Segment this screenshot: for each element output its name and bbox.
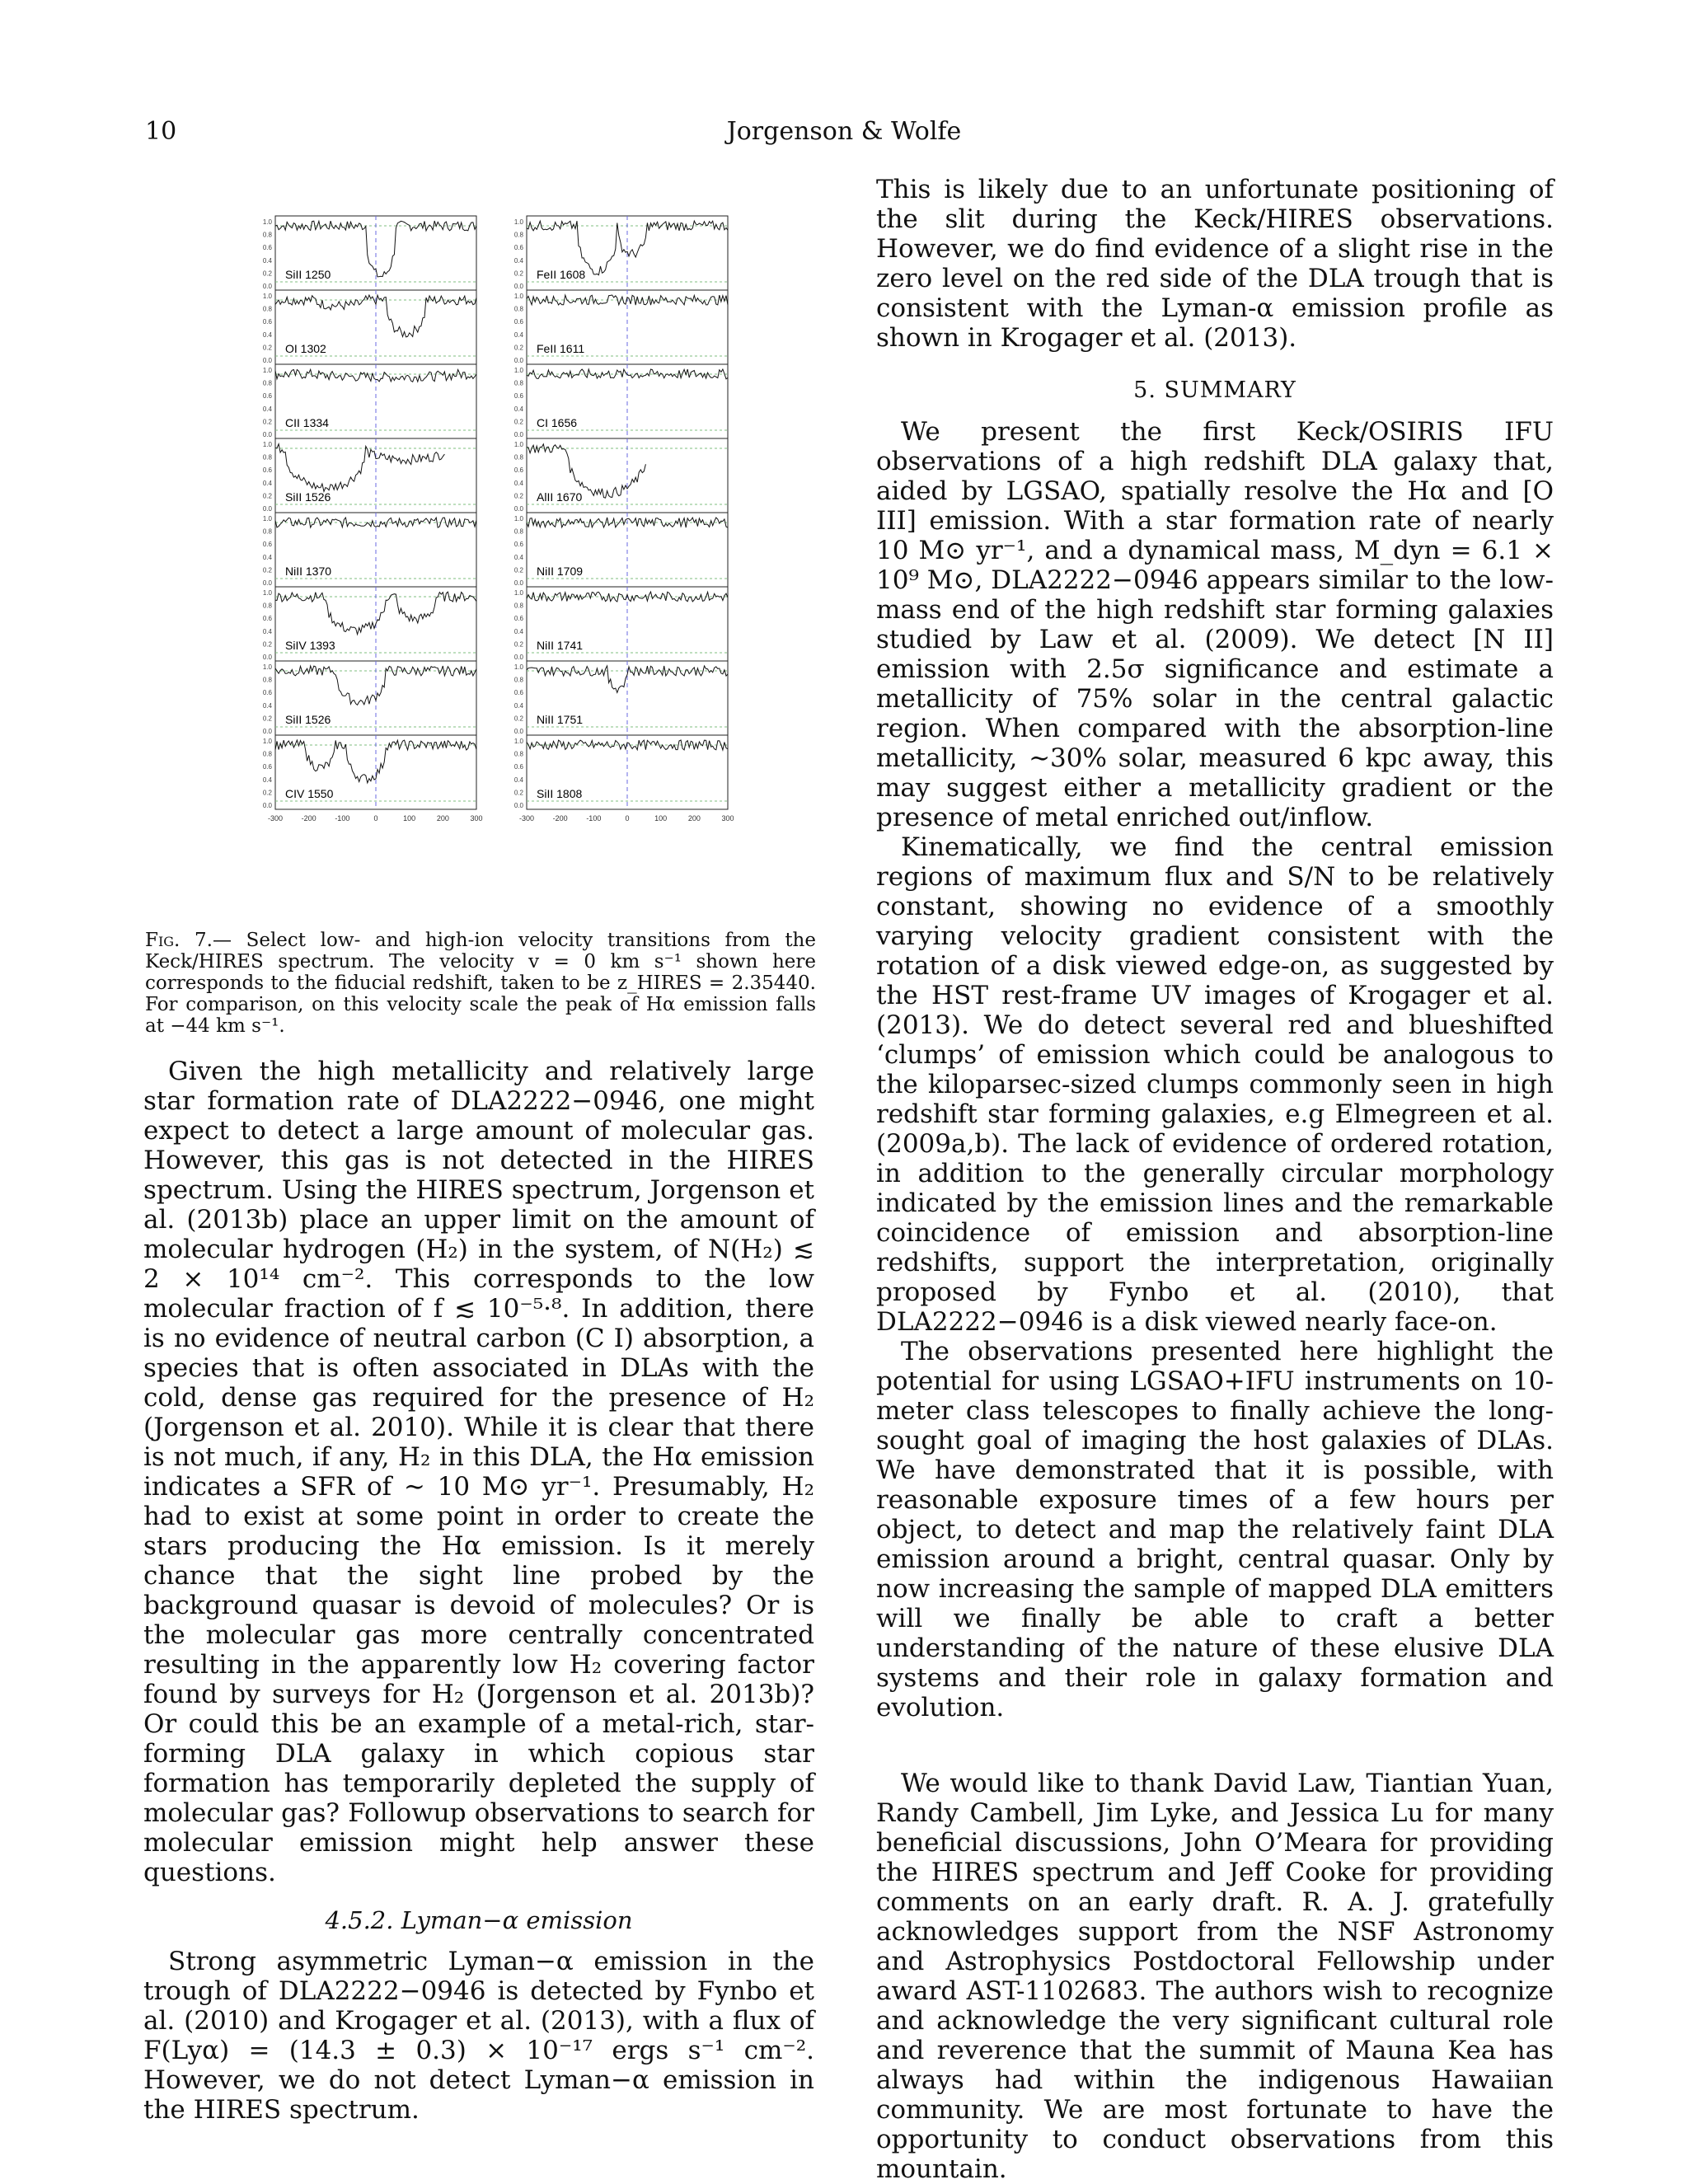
y-tick-label: 1.0 [262,589,272,597]
y-tick-label: 0.2 [262,269,272,278]
transition-label: SiII 1250 [285,268,331,281]
transition-label: FeII 1611 [537,342,585,355]
spectrum-panel [263,661,476,735]
y-tick-label: 0.2 [513,492,523,500]
paragraph-molecular-gas: Given the high metallicity and relatively large star formation rate of DLA2222−0946, one might expect to detect a large amount of molecular gas. However, this gas is not detected in the HIRES spectrum. Using the HIRES spectrum, Jorgenson et al. (2013b) place an upper limit on the amount of molecular hydrogen (H₂) in the system, of N(H₂) ≲ 2 × 10¹⁴ cm⁻². This corresponds to the low molecular fraction of f ≲ 10⁻⁵·⁸. In addition, there is no evidence of neutral carbon (C I) absorption, a species that is often associated in DLAs with the cold, dense gas required for the presence of H₂ (Jorgenson et al. 2010). While it is clear that there is not much, if any, H₂ in this DLA, the Hα emission indicates a SFR of ∼ 10 M⊙ yr⁻¹. Presumably, H₂ had to exist at some point in order to create the stars producing the Hα emission. Is it merely chance that the sight line probed by the background quasar is devoid of molecules? Or is the molecular gas more centrally concentrated resulting in the apparently low H₂ covering factor found by surveys for H₂ (Jorgenson et al. 2013b)? Or could this be an example of a metal-rich, star-forming DLA galaxy in which copious star formation has temporarily depleted the supply of molecular gas? Followup observations to search for molecular emission might help answer these questions. [143,1057,814,1887]
y-tick-label: 0.0 [262,357,272,364]
y-tick-label: 0.2 [513,789,523,797]
y-tick-label: 1.0 [262,738,272,745]
x-tick-label: -100 [586,814,602,823]
y-tick-label: 1.0 [513,293,523,300]
y-tick-label: 0.0 [262,654,272,661]
y-tick-label: 0.8 [513,231,523,239]
y-tick-label: 0.0 [513,579,523,587]
paragraph-continued: This is likely due to an unfortunate positioning of the slit during the Keck/HIRES observations. However, we do find evidence of a slight rise in the zero level on the red side of the DLA trough that is consistent with the Lyman-α emission profile as shown in Krogager et al. (2013). [876,175,1554,353]
transition-label: NiII 1370 [285,565,332,578]
y-tick-label: 0.6 [262,466,272,475]
y-tick-label: 1.0 [513,367,523,374]
spectrum-panel [263,364,476,438]
paragraph-lyman-alpha: Strong asymmetric Lyman−α emission in the trough of DLA2222−0946 is detected by Fynbo et al. (2010) and Krogager et al. (2013), with a flux of F(Lyα) = (14.3 ± 0.3) × 10⁻¹⁷ ergs s⁻¹ cm⁻². However, we do not detect Lyman−α emission in the HIRES spectrum. [143,1947,814,2125]
y-tick-label: 0.6 [513,541,523,549]
subsection-heading-text: 4.5.2. Lyman−α emission [325,1906,633,1934]
transition-label: NiII 1751 [537,713,584,726]
spectrum-panel [263,587,476,661]
x-tick-label: -200 [301,814,316,823]
y-tick-label: 0.4 [262,479,272,487]
spectrum-panel [263,438,476,513]
transition-label: SiII 1526 [285,713,331,726]
x-tick-label: 300 [721,814,734,823]
x-tick-label: -300 [267,814,284,823]
y-tick-label: 0.0 [513,505,523,513]
y-tick-label: 0.0 [513,654,523,661]
spectrum-panel [514,735,728,809]
y-tick-label: 0.2 [262,715,272,723]
y-tick-label: 0.6 [262,318,272,326]
y-tick-label: 0.8 [513,379,523,387]
y-tick-label: 0.8 [262,676,272,684]
x-tick-label: 100 [403,814,416,823]
y-tick-label: 1.0 [262,663,272,671]
y-tick-label: 0.0 [262,802,272,809]
transition-label: SiII 1808 [537,787,583,800]
y-tick-label: 1.0 [513,663,523,671]
y-tick-label: 0.4 [513,256,523,265]
y-tick-label: 0.2 [262,566,272,574]
running-head: Jorgenson & Wolfe [726,117,962,146]
y-tick-label: 0.8 [513,453,523,462]
y-tick-label: 0.4 [513,627,523,635]
y-tick-label: 0.8 [262,453,272,462]
y-tick-label: 0.0 [513,283,523,290]
y-tick-label: 0.6 [513,244,523,252]
y-tick-label: 1.0 [513,589,523,597]
section-heading: 5. SUMMARY [1133,377,1296,403]
spectrum-panel [514,661,728,735]
y-tick-label: 0.0 [262,505,272,513]
y-tick-label: 0.6 [513,615,523,623]
y-tick-label: 0.6 [262,244,272,252]
y-tick-label: 0.2 [513,344,523,352]
y-tick-label: 0.6 [262,689,272,697]
transition-label: CIV 1550 [285,787,334,800]
y-tick-label: 0.8 [513,602,523,610]
y-tick-label: 1.0 [513,515,523,523]
transition-label: NiII 1709 [537,565,584,578]
y-tick-label: 0.4 [513,776,523,784]
y-tick-label: 0.2 [262,789,272,797]
y-tick-label: 0.2 [262,492,272,500]
caption-text: Select low- and high-ion velocity transitions from the Keck/HIRES spectrum. The velocity v = 0 km s⁻¹ shown here corresponds to the fiducial redshift, taken to be z_HIRES = 2.35440. For comparison, on this velocity scale the peak of Hα emission falls at −44 km s⁻¹. [145,930,816,1037]
y-tick-label: 0.6 [262,541,272,549]
x-tick-label: 0 [625,814,630,823]
transition-label: CI 1656 [537,416,578,429]
y-tick-label: 0.2 [513,715,523,723]
paragraph-summary-1: We present the first Keck/OSIRIS IFU observations of a high redshift DLA galaxy that, aided by LGSAO, spatially resolve the Hα and [O III] emission. With a star formation rate of nearly 10 M⊙ yr⁻¹, and a dynamical mass, M_dyn = 6.1 × 10⁹ M⊙, DLA2222−0946 appears similar to the low-mass end of the high redshift star forming galaxies studied by Law et al. (2009). We detect [N II] emission with 2.5σ significance and estimate a metallicity of 75% solar in the central galactic region. When compared with the absorption-line metallicity, ∼30% solar, measured 6 kpc away, this may suggest either a metallicity gradient or the presence of metal enriched out/inflow. [876,417,1554,832]
y-tick-label: 0.8 [262,305,272,313]
x-tick-label: -100 [335,814,350,823]
y-tick-label: 0.8 [262,231,272,239]
y-tick-label: 0.4 [262,256,272,265]
y-tick-label: 0.8 [513,527,523,536]
y-tick-label: 1.0 [513,441,523,448]
y-tick-label: 1.0 [262,293,272,300]
x-tick-label: 200 [436,814,449,823]
left-column [143,1057,814,2125]
y-tick-label: 0.4 [262,330,272,339]
spectrum-panel [514,290,728,364]
transition-label: FeII 1608 [537,268,586,281]
paragraph-summary-2: Kinematically, we find the central emission regions of maximum flux and S/N to be relatively constant, showing no evidence of a smoothly varying velocity gradient consistent with the rotation of a disk viewed edge-on, as suggested by the HST rest-frame UV images of Krogager et al. (2013). We do detect several red and blueshifted ‘clumps’ of emission which could be analogous to the kiloparsec-sized clumps commonly seen in high redshift star forming galaxies, e.g Elmegreen et al. (2009a,b). The lack of evidence of ordered rotation, in addition to the generally circular morphology indicated by the emission lines and the remarkable coincidence of emission and absorption-line redshifts, support the interpretation, originally proposed by Fynbo et al. (2010), that DLA2222−0946 is a disk viewed nearly face-on. [876,832,1554,1337]
figure-caption [145,930,816,1037]
spacer [876,1722,1554,1769]
y-tick-label: 0.4 [513,405,523,413]
paragraph-summary-3: The observations presented here highlight the potential for using LGSAO+IFU instruments on 10-meter class telescopes to finally achieve the long-sought goal of imaging the host galaxies of DLAs. We have demonstrated that it is possible, with reasonable exposure times of a few hours per object, to detect and map the relatively faint DLA emission around a bright, central quasar. Only by now increasing the sample of mapped DLA emitters will we finally be able to craft a better understanding of the nature of these elusive DLA systems and their role in galaxy formation and evolution. [876,1337,1554,1722]
spectrum-panel [263,290,476,364]
figure-7 [145,165,816,956]
caption-label: Fig. 7.— [145,930,232,951]
y-tick-label: 0.4 [262,776,272,784]
x-tick-label: 100 [654,814,668,823]
transition-label: SiII 1526 [285,490,331,504]
y-tick-label: 0.8 [262,379,272,387]
page-header [0,117,1688,150]
y-tick-label: 0.0 [513,357,523,364]
y-tick-label: 0.8 [513,750,523,758]
y-tick-label: 0.2 [262,418,272,426]
paragraph-acknowledgments: We would like to thank David Law, Tiantian Yuan, Randy Cambell, Jim Lyke, and Jessica Lu for many beneficial discussions, John O’Meara for providing the HIRES spectrum and Jeff Cooke for providing comments on an early draft. R. A. J. gratefully acknowledges support from the NSF Astronomy and Astrophysics Postdoctoral Fellowship under award AST-1102683. The authors wish to recognize and acknowledge the very significant cultural role and reverence that the summit of Mauna Kea has always had within the indigenous Hawaiian community. We are most fortunate to have the opportunity to conduct observations from this mountain. [876,1769,1554,2184]
y-tick-label: 0.6 [262,392,272,401]
y-tick-label: 0.4 [262,553,272,561]
transition-label: CII 1334 [285,416,329,429]
subsection-heading [143,1905,814,1935]
page-number: 10 [145,117,177,146]
spectrum-panel [263,216,476,290]
y-tick-label: 0.6 [262,615,272,623]
x-tick-label: -300 [518,814,535,823]
y-tick-label: 0.6 [513,689,523,697]
y-tick-label: 0.8 [262,750,272,758]
y-tick-label: 0.0 [513,802,523,809]
y-tick-label: 0.0 [262,579,272,587]
y-tick-label: 0.6 [262,763,272,771]
spectrum-panel [514,364,728,438]
y-tick-label: 1.0 [262,218,272,226]
y-tick-label: 0.4 [513,330,523,339]
y-tick-label: 1.0 [262,367,272,374]
x-tick-label: 200 [687,814,701,823]
spectrum-panel [514,438,728,513]
transition-label: OI 1302 [285,342,326,355]
x-tick-label: -200 [552,814,568,823]
x-tick-label: 300 [470,814,483,823]
y-tick-label: 0.4 [513,553,523,561]
y-tick-label: 0.2 [262,344,272,352]
y-tick-label: 1.0 [262,515,272,523]
y-tick-label: 1.0 [513,738,523,745]
y-tick-label: 0.0 [262,431,272,438]
y-tick-label: 0.8 [262,602,272,610]
spectrum-panel [514,587,728,661]
transition-label: NiII 1741 [537,639,584,652]
spectrum-panel [514,216,728,290]
y-tick-label: 0.8 [513,305,523,313]
y-tick-label: 0.2 [513,418,523,426]
y-tick-label: 0.2 [262,640,272,649]
spectrum-panel [514,513,728,587]
y-tick-label: 0.4 [513,479,523,487]
y-tick-label: 0.2 [513,269,523,278]
spectrum-panel [263,735,476,809]
y-tick-label: 0.4 [262,627,272,635]
y-tick-label: 0.0 [513,431,523,438]
transition-label: SiIV 1393 [285,639,335,652]
y-tick-label: 0.8 [262,527,272,536]
y-tick-label: 0.6 [513,763,523,771]
y-tick-label: 1.0 [513,218,523,226]
y-tick-label: 0.6 [513,466,523,475]
y-tick-label: 0.6 [513,392,523,401]
y-tick-label: 0.8 [513,676,523,684]
x-tick-label: 0 [373,814,378,823]
y-tick-label: 0.0 [513,728,523,735]
right-column [876,175,1554,2184]
transition-label: AlII 1670 [537,490,583,504]
spectrum-panel [263,513,476,587]
y-tick-label: 1.0 [262,441,272,448]
y-tick-label: 0.6 [513,318,523,326]
y-tick-label: 0.2 [513,566,523,574]
spectrum-line [275,444,444,492]
y-tick-label: 0.4 [262,701,272,710]
y-tick-label: 0.0 [262,283,272,290]
y-tick-label: 0.2 [513,640,523,649]
y-tick-label: 0.4 [513,701,523,710]
y-tick-label: 0.4 [262,405,272,413]
velocity-plot-grid [145,165,816,832]
y-tick-label: 0.0 [262,728,272,735]
